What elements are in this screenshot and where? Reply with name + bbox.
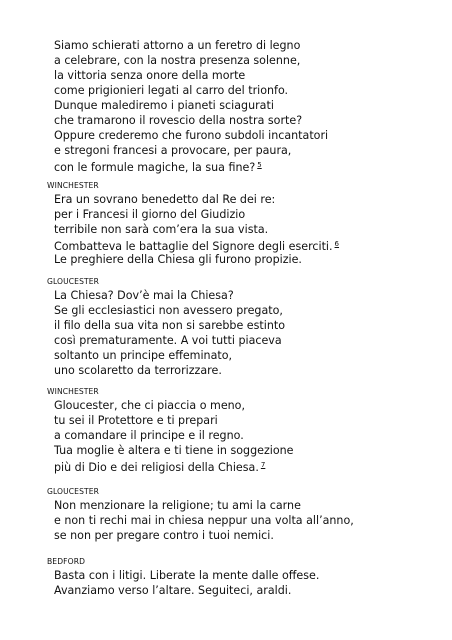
verse-text: e stregoni francesi a provocare, per paura, [54, 144, 292, 157]
verse-line [54, 288, 234, 303]
verse-text: La Chiesa? Dov’è mai la Chiesa? [54, 289, 234, 302]
verse-line [54, 568, 319, 583]
verse-line [54, 318, 285, 333]
verse-text: a comandare il principe e il regno. [54, 429, 244, 442]
verse-line [54, 428, 244, 443]
verse-text: soltanto un principe effeminato, [54, 349, 233, 362]
verse-text: la vittoria senza onore della morte [54, 69, 246, 82]
speaker-name: GLOUCESTER [47, 487, 100, 496]
verse-text: per i Francesi il giorno del Giudizio [54, 208, 246, 221]
verse-line [54, 207, 245, 222]
verse-line [54, 143, 291, 158]
verse-text: Avanziamo verso l’altare. Seguiteci, araldi. [54, 584, 292, 597]
verse-line [54, 53, 300, 68]
speaker-name: WINCHESTER [47, 181, 99, 190]
verse-line [54, 363, 222, 378]
verse-line [54, 38, 300, 53]
verse-text: che tramarono il rovescio della nostra sorte? [54, 114, 303, 127]
verse-line [54, 128, 328, 143]
verse-text: Siamo schierati attorno a un feretro di legno [54, 39, 301, 52]
verse-line [54, 348, 232, 363]
speaker-name: BEDFORD [47, 557, 86, 566]
verse-line [54, 303, 283, 318]
verse-line [54, 513, 354, 528]
verse-line [54, 413, 218, 428]
verse-line [54, 398, 245, 413]
verse-text: Basta con i litigi. Liberate la mente dalle offese. [54, 569, 320, 582]
verse-text: tu sei il Protettore e ti prepari [54, 414, 218, 427]
verse-text: Combatteva le battaglie del Signore degli eserciti. [54, 240, 333, 253]
verse-text: Le preghiere della Chiesa gli furono propizie. [54, 253, 302, 266]
verse-line [54, 158, 262, 175]
footnote-ref[interactable]: 7 [260, 461, 266, 469]
footnote-ref[interactable]: 6 [334, 240, 340, 248]
verse-line [54, 252, 302, 267]
speaker-name: WINCHESTER [47, 387, 99, 396]
verse-line [54, 113, 302, 128]
verse-line [54, 98, 274, 113]
verse-line [54, 333, 282, 348]
verse-text: Era un sovrano benedetto dal Re dei re: [54, 193, 276, 206]
verse-text: e non ti rechi mai in chiesa neppur una volta all’anno, [54, 514, 354, 527]
verse-text: Gloucester, che ci piaccia o meno, [54, 399, 245, 412]
verse-line [54, 583, 291, 598]
verse-line [54, 458, 265, 475]
speaker-name: GLOUCESTER [47, 277, 100, 286]
verse-text: se non per pregare contro i tuoi nemici. [54, 529, 274, 542]
verse-text: Se gli ecclesiastici non avessero pregato, [54, 304, 283, 317]
verse-text: con le formule magiche, la sua fine? [54, 161, 256, 174]
verse-line [54, 222, 268, 237]
verse-text: il filo della sua vita non si sarebbe estinto [54, 319, 286, 332]
verse-line [54, 68, 245, 83]
verse-text: terribile non sarà com’era la sua vista. [54, 223, 269, 236]
verse-line [54, 443, 294, 458]
verse-text: così prematuramente. A voi tutti piaceva [54, 334, 282, 347]
verse-text: Non menzionare la religione; tu ami la carne [54, 499, 301, 512]
verse-text: Oppure crederemo che furono subdoli incantatori [54, 129, 329, 142]
footnote-ref[interactable]: 5 [257, 161, 262, 169]
verse-line [54, 528, 274, 543]
verse-text: più di Dio e dei religiosi della Chiesa. [54, 461, 259, 474]
verse-text: come prigionieri legati al carro del trionfo. [54, 84, 289, 97]
verse-line [54, 498, 301, 513]
verse-line [54, 192, 275, 207]
verse-text: Dunque malediremo i pianeti sciagurati [54, 99, 274, 112]
verse-text: a celebrare, con la nostra presenza solenne, [54, 54, 301, 67]
verse-line [54, 83, 288, 98]
verse-text: uno scolaretto da terrorizzare. [54, 364, 222, 377]
verse-text: Tua moglie è altera e ti tiene in soggezione [54, 444, 294, 457]
